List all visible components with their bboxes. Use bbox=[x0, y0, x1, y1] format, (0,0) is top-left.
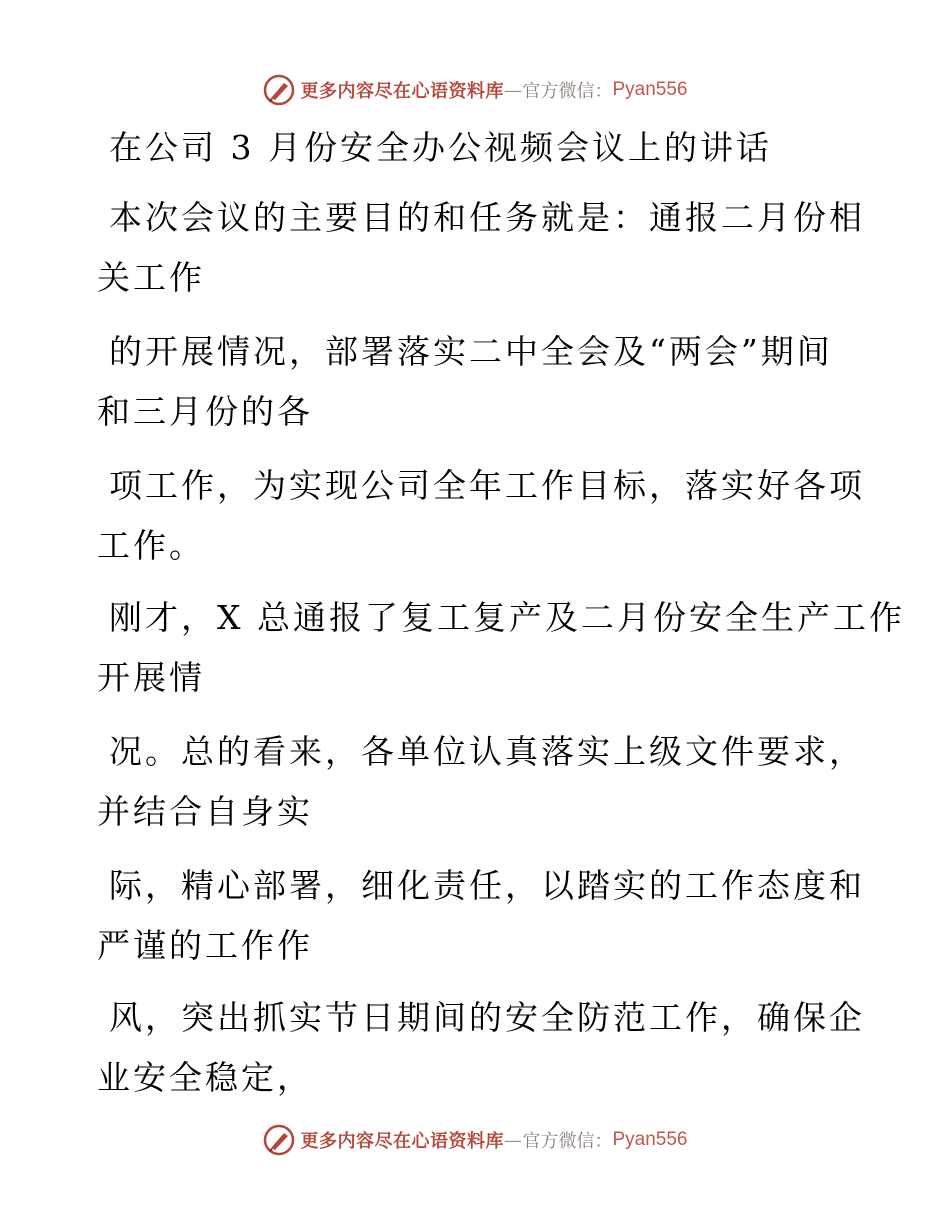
paragraph-line: 的开展情况，部署落实二中全会及“两会”期间 bbox=[109, 332, 833, 371]
pen-logo-icon bbox=[262, 73, 296, 107]
paragraph-line: 风，突出抓实节日期间的安全防范工作，确保企 bbox=[109, 998, 865, 1037]
pen-logo-icon bbox=[262, 1123, 296, 1157]
banner-text: 更多内容尽在心语资料库 bbox=[300, 81, 504, 102]
banner-text: 更多内容尽在心语资料库 bbox=[300, 1131, 504, 1152]
banner-dash: — bbox=[503, 1129, 523, 1151]
paragraph-line: 并结合自身实 bbox=[97, 792, 313, 831]
banner-wechat-label: 官方微信： bbox=[522, 1131, 613, 1152]
document-title: 在公司 3 月份安全办公视频会议上的讲话 bbox=[109, 128, 772, 167]
paragraph-line: 业安全稳定， bbox=[97, 1058, 313, 1097]
paragraph-line: 项工作，为实现公司全年工作目标，落实好各项 bbox=[109, 466, 865, 505]
paragraph-line: 际，精心部署，细化责任，以踏实的工作态度和 bbox=[109, 866, 865, 905]
banner-wechat-id: Pyan556 bbox=[612, 1129, 688, 1150]
footer-banner bbox=[0, 1120, 950, 1160]
paragraph-line: 和三月份的各 bbox=[97, 392, 313, 431]
header-banner bbox=[0, 70, 950, 110]
paragraph-line: 本次会议的主要目的和任务就是：通报二月份相 bbox=[109, 198, 865, 237]
banner-wechat-label: 官方微信： bbox=[522, 81, 613, 102]
paragraph-line: 关工作 bbox=[97, 258, 205, 297]
banner-dash: — bbox=[503, 79, 523, 101]
paragraph-line: 刚才，X 总通报了复工复产及二月份安全生产工作 bbox=[109, 598, 905, 637]
banner-wechat-id: Pyan556 bbox=[612, 79, 688, 100]
paragraph-line: 严谨的工作作 bbox=[97, 926, 313, 965]
paragraph-line: 工作。 bbox=[97, 526, 205, 565]
paragraph-line: 开展情 bbox=[97, 658, 205, 697]
paragraph-line: 况。总的看来，各单位认真落实上级文件要求， bbox=[109, 732, 865, 771]
